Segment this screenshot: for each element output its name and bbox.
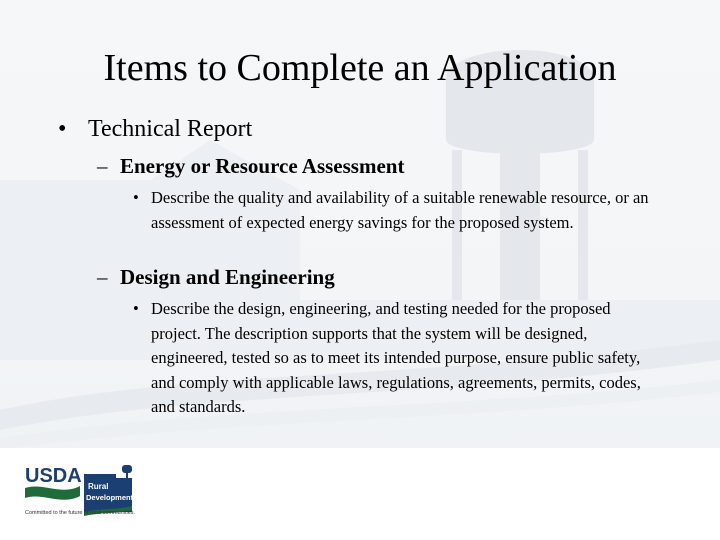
bullet-text: Technical Report (88, 116, 253, 142)
dash-marker: – (97, 265, 108, 289)
detail-text: Describe the design, engineering, and testing needed for the proposed project. The description supports that the system will be designed, engineered, tested so as to meet its intended purpose, ensure public safety, and comply with applicable laws, regulations, agreements, permits, codes, and standards. (151, 299, 641, 416)
bullet-marker: • (58, 116, 67, 142)
dash-marker: – (97, 154, 108, 178)
subheading-text: Design and Engineering (120, 265, 335, 289)
bullet-marker: • (133, 188, 139, 207)
bullet-marker: • (133, 299, 139, 318)
subheading-text: Energy or Resource Assessment (120, 154, 405, 178)
logo-rural-text: Rural (88, 482, 109, 491)
detail-energy-assessment (133, 186, 663, 235)
subheading-design-engineering (97, 264, 335, 290)
logo-tagline: Committed to the future of rural communities. (25, 510, 136, 516)
subheading-energy-assessment (97, 153, 404, 179)
detail-text: Describe the quality and availability of a suitable renewable resource, or an assessment of expected energy savings for the proposed system. (151, 188, 649, 232)
detail-design-engineering (133, 297, 663, 420)
logo-development-text: Development (86, 493, 134, 502)
logo-swoosh (25, 486, 80, 500)
slide-title: Items to Complete an Application (103, 47, 617, 89)
logo-usda-text: USDA (25, 465, 82, 487)
